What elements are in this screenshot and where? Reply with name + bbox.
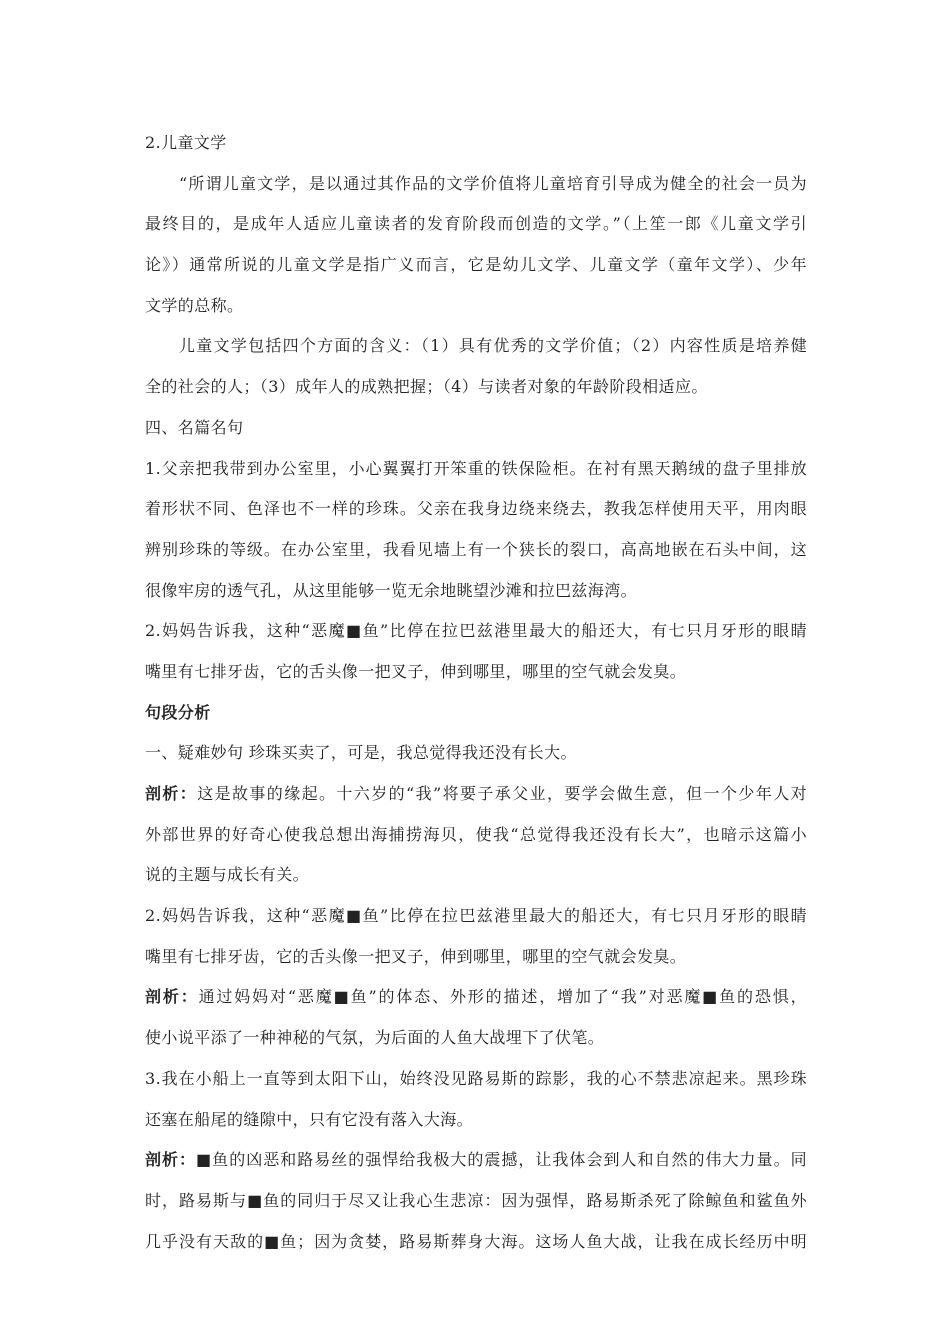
paragraph-line: 很像牢房的透气孔，从这里能够一览无余地眺望沙滩和拉巴兹海湾。 [145, 580, 638, 600]
paragraph-line: 2.妈妈告诉我，这种“恶魔■鱼”比停在拉巴兹港里最大的船还大，有七只月牙形的眼睛 [145, 621, 807, 641]
analysis-line: 剖析：这是故事的缘起。十六岁的“我”将要子承父业，要学会做生意，但一个少年人对 [145, 784, 807, 803]
paragraph-line: 还塞在船尾的缝隙中，只有它没有落入大海。 [145, 1109, 474, 1129]
document-page [145, 123, 807, 1262]
paragraph-line: 几乎没有天敌的■鱼；因为贪婪，路易斯葬身大海。这场人鱼大战，让我在成长经历中明 [145, 1231, 807, 1251]
paragraph-line: 着形状不同、色泽也不一样的珍珠。父亲在我身边绕来绕去，教我怎样使用天平，用肉眼 [145, 499, 807, 519]
paragraph-line: 嘴里有七排牙齿，它的舌头像一把叉子，伸到哪里，哪里的空气就会发臭。 [145, 946, 687, 966]
analysis-label: 剖析： [145, 1150, 197, 1170]
paragraph-line: 时，路易斯与■鱼的同归于尽又让我心生悲凉：因为强悍，路易斯杀死了除鲸鱼和鲨鱼外 [145, 1190, 807, 1210]
paragraph-line: 儿童文学包括四个方面的含义：（1）具有优秀的文学价值；（2）内容性质是培养健 [179, 336, 807, 356]
paragraph-line: 嘴里有七排牙齿，它的舌头像一把叉子，伸到哪里，哪里的空气就会发臭。 [145, 661, 687, 681]
paragraph-line: 使小说平添了一种神秘的气氛，为后面的人鱼大战埋下了伏笔。 [145, 1028, 605, 1048]
analysis-line: 剖析：■鱼的凶恶和路易丝的强悍给我极大的震撼，让我体会到人和自然的伟大力量。同 [145, 1150, 807, 1170]
paragraph-line: 论》）通常所说的儿童文学是指广义而言，它是幼儿文学、儿童文学（童年文学）、少年 [145, 255, 807, 275]
analysis-line: 剖析：通过妈妈对“恶魔■鱼”的体态、外形的描述，增加了“我”对恶魔■鱼的恐惧， [145, 987, 807, 1007]
section-heading: 2.儿童文学 [145, 133, 227, 152]
paragraph-line: 外部世界的好奇心使我总想出海捕捞海贝，使我“总觉得我还没有长大”，也暗示这篇小 [145, 824, 807, 844]
paragraph-line: 一、疑难妙句 珍珠买卖了，可是，我总觉得我还没有长大。 [145, 743, 577, 763]
section-heading: 句段分析 [145, 702, 211, 722]
paragraph-line: 最终目的，是成年人适应儿童读者的发育阶段而创造的文学。”（上笙一郎《儿童文学引 [145, 214, 807, 234]
paragraph-line: 3.我在小船上一直等到太阳下山，始终没见路易斯的踪影，我的心不禁悲凉起来。黑珍珠 [145, 1068, 807, 1088]
analysis-label: 剖析： [145, 987, 199, 1007]
paragraph-line: 辨别珍珠的等级。在办公室里，我看见墙上有一个狭长的裂口，高高地嵌在石头中间，这 [145, 539, 807, 559]
analysis-label: 剖析： [145, 784, 198, 803]
paragraph-line: 全的社会的人；（3）成年人的成熟把握；（4）与读者对象的年龄阶段相适应。 [145, 377, 708, 397]
paragraph-line: 2.妈妈告诉我，这种“恶魔■鱼”比停在拉巴兹港里最大的船还大，有七只月牙形的眼睛 [145, 906, 807, 926]
paragraph-line: 说的主题与成长有关。 [145, 865, 310, 885]
paragraph-line: “所谓儿童文学，是以通过其作品的文学价值将儿童培育引导成为健全的社会一员为 [179, 173, 807, 193]
paragraph-line: 1.父亲把我带到办公室里，小心翼翼打开笨重的铁保险柜。在衬有黑天鹅绒的盘子里排放 [145, 458, 807, 478]
section-heading: 四、名篇名句 [145, 417, 244, 437]
paragraph-line: 文学的总称。 [145, 295, 244, 315]
